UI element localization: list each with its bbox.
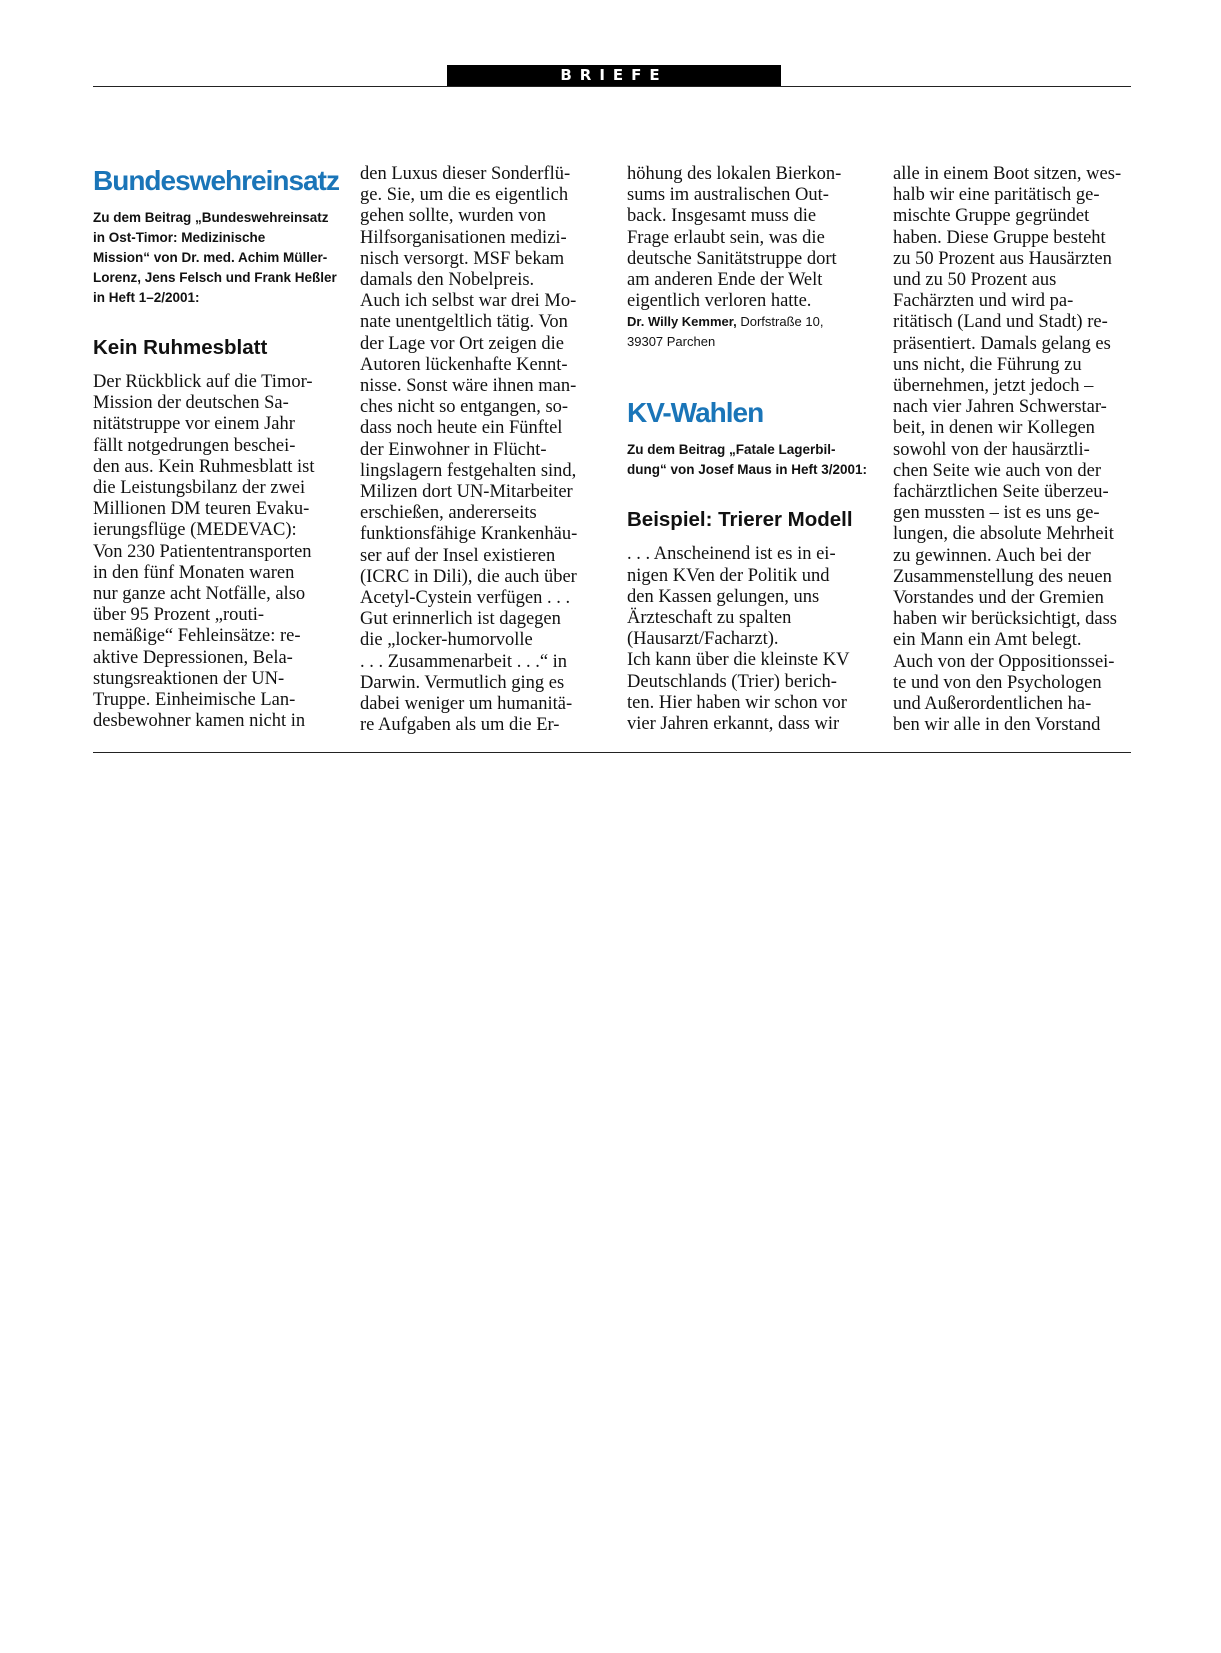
- body-line: nach vier Jahren Schwerstar-: [893, 397, 1107, 418]
- article-reference-1: [93, 208, 337, 308]
- body-line: nisse. Sonst wäre ihnen man-: [360, 376, 577, 397]
- body-line: nitätstruppe vor einem Jahr: [93, 414, 295, 435]
- body-line: gehen sollte, wurden von: [360, 206, 546, 227]
- body-line: haben wir berücksichtigt, dass: [893, 609, 1117, 630]
- body-line: nigen KVen der Politik und: [627, 565, 830, 586]
- body-line: Fachärzten und wird pa-: [893, 291, 1074, 312]
- body-line: ierungsflüge (MEDEVAC):: [93, 520, 297, 541]
- column-2: [360, 164, 596, 736]
- body-line: Mission der deutschen Sa-: [93, 393, 289, 414]
- body-line: Auch ich selbst war drei Mo-: [360, 291, 577, 312]
- body-line: Hilfsorganisationen medizi-: [360, 227, 567, 248]
- letter-body-col4: [893, 164, 1129, 736]
- body-line: uns nicht, die Führung zu: [893, 354, 1082, 375]
- body-line: Von 230 Patiententransporten: [93, 541, 312, 562]
- letter-heading-kein-ruhmesblatt: Kein Ruhmesblatt: [93, 336, 268, 359]
- letter-body-col3b: [627, 544, 863, 735]
- body-line: Deutschlands (Trier) berich-: [627, 671, 837, 692]
- body-line: chen Seite wie auch von der: [893, 460, 1102, 481]
- intro-line: in Ost-Timor: Medizinische: [93, 230, 266, 245]
- body-line: Gut erinnerlich ist dagegen: [360, 609, 561, 630]
- body-line: den Luxus dieser Sonderflü-: [360, 164, 571, 184]
- section-header-label: BRIEFE: [447, 65, 781, 86]
- body-line: nisch versorgt. MSF bekam: [360, 248, 565, 269]
- intro-line: Mission“ von Dr. med. Achim Müller-: [93, 250, 328, 265]
- body-line: aktive Depressionen, Bela-: [93, 647, 293, 668]
- body-line: den aus. Kein Ruhmesblatt ist: [93, 456, 315, 477]
- body-line: zu gewinnen. Auch bei der: [893, 545, 1091, 566]
- body-line: mischte Gruppe gegründet: [893, 206, 1090, 227]
- body-line: sums im australischen Out-: [627, 185, 829, 206]
- body-line: Truppe. Einheimische Lan-: [93, 690, 296, 711]
- section-title-kv-wahlen: KV-Wahlen: [627, 397, 764, 429]
- body-line: und zu 50 Prozent aus: [893, 270, 1057, 291]
- body-line: dass noch heute ein Fünftel: [360, 418, 563, 439]
- author-city: 39307 Parchen: [627, 334, 716, 350]
- body-line: Milizen dort UN-Mitarbeiter: [360, 482, 573, 503]
- body-line: Auch von der Oppositionssei-: [893, 651, 1115, 672]
- body-line: zu 50 Prozent aus Hausärzten: [893, 248, 1112, 269]
- intro-line: Lorenz, Jens Felsch und Frank Heßler: [93, 270, 337, 285]
- body-line: Darwin. Vermutlich ging es: [360, 672, 565, 693]
- intro-line: dung“ von Josef Maus in Heft 3/2001:: [627, 462, 868, 478]
- body-line: und Außerordentlichen ha-: [893, 694, 1092, 715]
- body-line: die Leistungsbilanz der zwei: [93, 478, 306, 499]
- body-line: re Aufgaben als um die Er-: [360, 715, 560, 736]
- author-name: Dr. Willy Kemmer,: [627, 314, 737, 330]
- body-line: desbewohner kamen nicht in: [93, 711, 306, 732]
- body-line: te und von den Psychologen: [893, 672, 1102, 693]
- body-line: ein Mann ein Amt belegt.: [893, 630, 1082, 651]
- author-address: Dorfstraße 10,: [740, 314, 824, 330]
- body-line: ser auf der Insel existieren: [360, 545, 556, 566]
- body-line: (Hausarzt/Facharzt).: [627, 629, 779, 650]
- body-line: der Lage vor Ort zeigen die: [360, 333, 564, 354]
- body-line: . . . Anscheinend ist es in ei-: [627, 544, 836, 565]
- body-line: deutsche Sanitätstruppe dort: [627, 248, 837, 269]
- body-line: Der Rückblick auf die Timor-: [93, 372, 313, 392]
- column-1: [93, 164, 339, 732]
- body-line: in den fünf Monaten waren: [93, 562, 295, 583]
- body-line: nemäßige“ Fehleinsätze: re-: [93, 626, 301, 647]
- section-title-bundeswehreinsatz: Bundeswehreinsatz: [93, 165, 339, 196]
- signature-line-1: [627, 312, 863, 332]
- body-line: damals den Nobelpreis.: [360, 270, 535, 291]
- intro-line: in Heft 1–2/2001:: [93, 290, 200, 305]
- body-line: ritätisch (Land und Stadt) re-: [893, 312, 1108, 333]
- body-line: präsentiert. Damals gelang es: [893, 333, 1111, 354]
- body-line: die „locker-humorvolle: [360, 630, 533, 651]
- body-line: der Einwohner in Flücht-: [360, 439, 547, 460]
- column-3: [627, 164, 868, 735]
- body-line: am anderen Ende der Welt: [627, 270, 823, 291]
- body-line: lingslagern festgehalten sind,: [360, 460, 577, 481]
- body-line: Frage erlaubt sein, was die: [627, 227, 825, 248]
- body-line: ge. Sie, um die es eigentlich: [360, 185, 569, 206]
- body-line: sowohl von der hausärztli-: [893, 439, 1090, 460]
- body-line: Vorstandes und der Gremien: [893, 588, 1104, 609]
- body-line: alle in einem Boot sitzen, wes-: [893, 164, 1122, 184]
- body-line: beit, in denen wir Kollegen: [893, 418, 1095, 439]
- body-line: ten. Hier haben wir schon vor: [627, 692, 847, 713]
- column-4: [893, 164, 1129, 736]
- intro-line: Zu dem Beitrag „Bundeswehreinsatz: [93, 210, 329, 225]
- letter-body-col1: [93, 372, 329, 732]
- body-line: gen mussten – ist es uns ge-: [893, 503, 1100, 524]
- letter-body-col3: [627, 164, 863, 312]
- body-line: halb wir eine paritätisch ge-: [893, 185, 1100, 206]
- body-line: über 95 Prozent „routi-: [93, 605, 265, 626]
- body-line: Ärzteschaft zu spalten: [627, 608, 792, 629]
- body-line: eigentlich verloren hatte.: [627, 291, 812, 312]
- body-line: (ICRC in Dili), die auch über: [360, 566, 577, 587]
- article-reference-2: [627, 440, 868, 480]
- body-line: erschießen, andererseits: [360, 503, 537, 524]
- body-line: haben. Diese Gruppe besteht: [893, 227, 1106, 248]
- body-line: nur ganze acht Notfälle, also: [93, 584, 306, 605]
- body-line: Ich kann über die kleinste KV: [627, 650, 850, 671]
- body-line: übernehmen, jetzt jedoch –: [893, 376, 1094, 397]
- body-line: Zusammenstellung des neuen: [893, 566, 1112, 587]
- footer-rule: [93, 752, 1131, 753]
- body-line: fachärztlichen Seite überzeu-: [893, 482, 1109, 503]
- body-line: stungsreaktionen der UN-: [93, 668, 285, 689]
- body-line: back. Insgesamt muss die: [627, 206, 817, 227]
- body-line: lungen, die absolute Mehrheit: [893, 524, 1114, 545]
- intro-line: Zu dem Beitrag „Fatale Lagerbil-: [627, 442, 836, 458]
- body-line: höhung des lokalen Bierkon-: [627, 164, 842, 184]
- letter-heading-trierer-modell: Beispiel: Trierer Modell: [627, 508, 853, 532]
- body-line: ben wir alle in den Vorstand: [893, 715, 1101, 736]
- body-line: fällt notgedrungen beschei-: [93, 435, 296, 456]
- body-line: Millionen DM teuren Evaku-: [93, 499, 310, 520]
- body-line: funktionsfähige Krankenhäu-: [360, 524, 578, 545]
- letter-body-col2: [360, 164, 596, 736]
- body-line: Autoren lückenhafte Kennt-: [360, 354, 568, 375]
- body-line: nate unentgeltlich tätig. Von: [360, 312, 568, 333]
- header-rule: [93, 86, 1131, 87]
- letter-signature: [627, 312, 863, 352]
- body-line: . . . Zusammenarbeit . . .“ in: [360, 651, 568, 672]
- body-line: dabei weniger um humanitä-: [360, 694, 573, 715]
- body-line: den Kassen gelungen, uns: [627, 586, 820, 607]
- body-line: Acetyl-Cystein verfügen . . .: [360, 588, 571, 609]
- body-line: vier Jahren erkannt, dass wir: [627, 714, 840, 735]
- body-line: ches nicht so entgangen, so-: [360, 397, 569, 418]
